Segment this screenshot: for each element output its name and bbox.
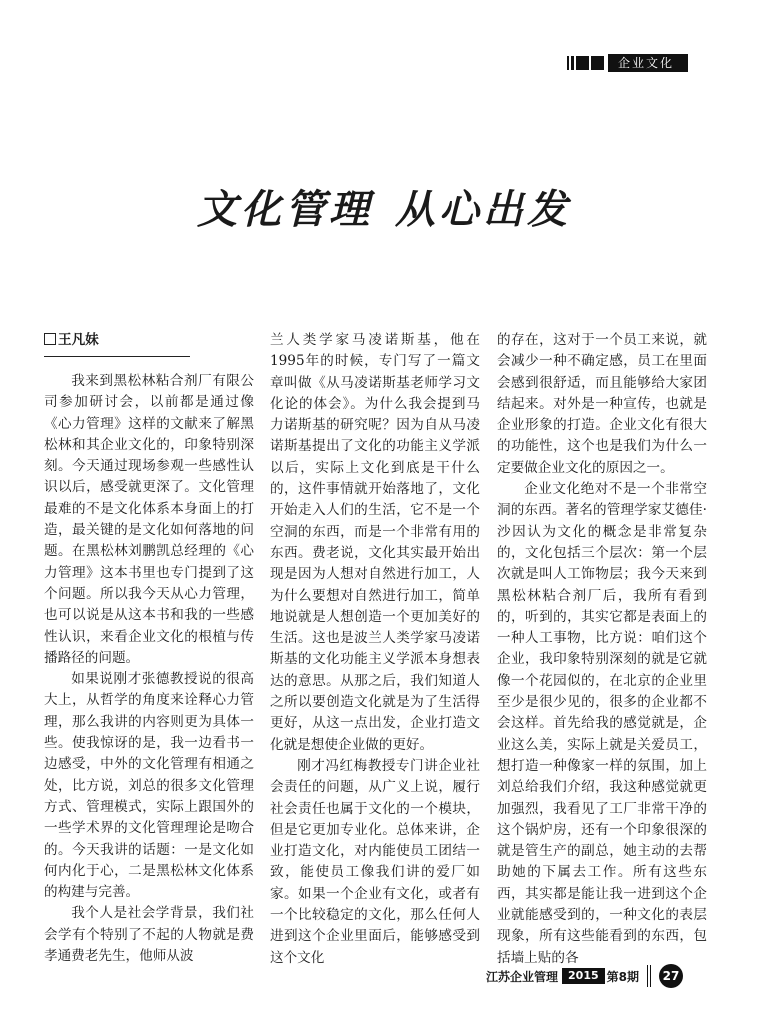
section-label: 企业文化 (608, 54, 688, 72)
divider (650, 965, 651, 987)
section-tag (567, 54, 688, 72)
text-column-2 (270, 330, 480, 969)
paragraph: 我个人是社会学背景，我们社会学有个特别了不起的人物就是费孝通费老先生，他师从波 (44, 905, 254, 965)
paragraph: 企业文化绝对不是一个非常空洞的东西。著名的管理学家艾德佳·沙因认为文化的概念是非常复杂的，文化包括三个层次：第一个层次就是叫人工饰物层；我今天来到黑松林粘合剂厂后，我所有看到的，听到的，其实它都是表面上的一种人工事物，比方说：咱们这个企业，我印象特别深刻的就是它就像一个花园似的，在北京的企业里至少是很少见的，很多的企业都不会这样。首先给我的感觉就是，企业这么美，实际上就是关爱员工，想打造一种像家一样的氛围，加上刘总给我们介绍，我这种感觉就更加强烈，我看见了工厂非常干净的这个锅炉房，还有一个印象很深的就是管生产的副总，她主动的去帮助她的下属去工作。所有这些东西，其实都是能让我一进到这个企业就能感受到的，一种文化的表层现象，所有这些能看到的东西，包括墙上贴的各 (497, 481, 707, 966)
issue-year: 2015 (562, 968, 605, 984)
text-column-3 (497, 330, 707, 969)
page-number: 27 (659, 964, 683, 988)
paragraph: 兰人类学家马凌诺斯基，他在1995年的时候，专门写了一篇文章叫做《从马凌诺斯基老师学习文化论的体会》。为什么我会提到马力诺斯基的研究呢？因为自从马凌诺斯基提出了文化的功能主义学派以后，实际上文化到底是干什么的，这件事情就开始落地了，文化开始走入人们的生活，它不是一个空洞的东西，而是一个非常有用的东西。费老说，文化其实最开始出现是因为人想对自然进行加工，人为什么要想对自然进行加工，简单地说就是人想创造一个更加美好的生活。这也是波兰人类学家马凌诺斯基的文化功能主义学派本身想表达的意思。从那之后，我们知道人之所以要创造文化就是为了生活得更好，从这一点出发，企业打造文化就是想使企业做的更好。 (270, 332, 480, 753)
divider (647, 965, 648, 987)
article-title-part2: 从心出发 (395, 186, 571, 233)
author-byline (44, 330, 190, 357)
section-tag-bars (567, 56, 604, 70)
article-title (0, 178, 768, 235)
magazine-name: 江苏企业管理 (486, 969, 559, 984)
paragraph: 的存在，这对于一个员工来说，就会减少一种不确定感，员工在里面会感到很舒适，而且能够给大家团结起来。对外是一种宣传，也就是企业形象的打造。企业文化有很大的功能性，这个也是我们为什么一定要做企业文化的原因之一。 (497, 332, 707, 476)
square-icon (44, 333, 56, 345)
issue-number: 第8期 (606, 969, 639, 984)
paragraph: 如果说刚才张德教授说的很高大上，从哲学的角度来诠释心力管理，那么我讲的内容则更为具体一些。使我惊讶的是，我一边看书一边感受，中外的文化管理有相通之处，比方说，刘总的很多文化管理方式、管理模式，实际上跟国外的一些学术界的文化管理理论是吻合的。今天我讲的话题：一是文化如何内化于心，二是黑松林文化体系的构建与完善。 (44, 671, 254, 901)
paragraph: 我来到黑松林粘合剂厂有限公司参加研讨会，以前都是通过像《心力管理》这样的文献来了解黑松林和其企业文化的，印象特别深刻。今天通过现场参观一些感性认识以后，感受就更深了。文化管理最难的不是文化体系本身面上的打造，最关键的是文化如何落地的问题。在黑松林刘鹏凯总经理的《心力管理》这本书里也专门提到了这个问题。所以我今天从心力管理，也可以说是从这本书和我的一些感性认识，来看企业文化的根植与传播路径的问题。 (44, 373, 254, 666)
page-footer (486, 964, 683, 988)
text-column-1 (44, 330, 254, 967)
author-name: 王凡妹 (58, 332, 99, 348)
article-title-part1: 文化管理 (197, 186, 373, 233)
paragraph: 刚才冯红梅教授专门讲企业社会责任的问题，从广义上说，履行社会责任也属于文化的一个模块，但是它更加专业化。总体来讲，企业打造文化，对内能使员工团结一致，能使员工像我们讲的爱厂如家。如果一个企业有文化，或者有一个比较稳定的文化，那么任何人进到这个企业里面后，能够感受到这个文化 (270, 757, 480, 966)
